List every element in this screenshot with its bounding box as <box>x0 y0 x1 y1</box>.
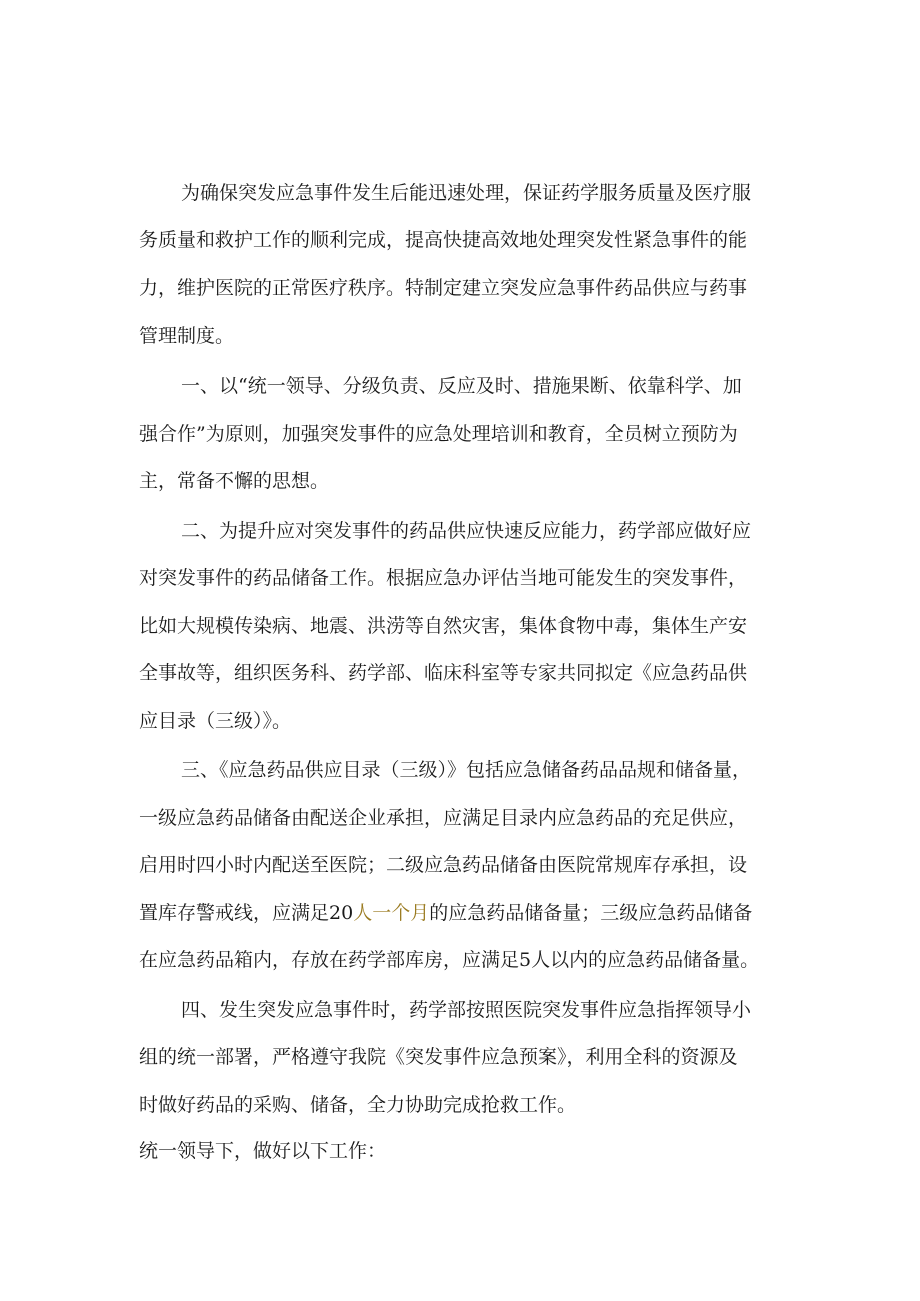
paragraph-intro-line-1: 为确保突发应急事件发生后能迅速处理，保证药学服务质量及医疗服 <box>181 182 752 204</box>
paragraph-item-1-line-2: 强合作”为原则，加强突发事件的应急处理培训和教育，全员树立预防为 <box>139 423 738 445</box>
highlighted-text: 人一个月 <box>353 902 430 924</box>
paragraph-item-4-line-1: 四、发生突发应急事件时，药学部按照医院突发事件应急指挥领导小 <box>181 999 752 1021</box>
line-4-text-after: 的应急药品储备量；三级应急药品储备 <box>429 902 753 924</box>
paragraph-item-4-line-3: 时做好药品的采购、储备，全力协助完成抢救工作。 <box>139 1094 577 1116</box>
paragraph-item-2-line-4: 全事故等，组织医务科、药学部、临床科室等专家共同拟定《应急药品供 <box>139 662 748 684</box>
paragraph-item-2-line-2: 对突发事件的药品储备工作。根据应急办评估当地可能发生的突发事件， <box>139 567 748 589</box>
paragraph-item-4-line-2: 组的统一部署，严格遵守我院《突发事件应急预案》，利用全科的资源及 <box>139 1046 738 1068</box>
paragraph-intro-line-2: 务质量和救护工作的顺利完成，提高快捷高效地处理突发性紧急事件的能 <box>139 229 748 251</box>
paragraph-intro-line-3: 力，维护医院的正常医疗秩序。特制定建立突发应急事件药品供应与药事 <box>139 277 748 299</box>
paragraph-item-2-line-3: 比如大规模传染病、地震、洪涝等自然灾害，集体食物中毒，集体生产安 <box>139 615 748 637</box>
paragraph-item-1-line-3: 主，常备不懈的思想。 <box>139 470 330 492</box>
paragraph-item-3-line-2: 一级应急药品储备由配送企业承担，应满足目录内应急药品的充足供应， <box>139 807 748 829</box>
paragraph-intro-line-4: 管理制度。 <box>139 325 235 347</box>
paragraph-trailing-line-1: 统一领导下，做好以下工作： <box>139 1140 387 1162</box>
paragraph-item-3-line-4 <box>139 899 752 927</box>
paragraph-item-2-line-5: 应目录（三级）》。 <box>139 710 292 732</box>
paragraph-item-3-line-5: 在应急药品箱内，存放在药学部库房，应满足5人以内的应急药品储备量。 <box>139 949 760 971</box>
paragraph-item-2-line-1: 二、为提升应对突发事件的药品供应快速反应能力，药学部应做好应 <box>181 520 752 542</box>
paragraph-item-3-line-1: 三、《应急药品供应目录（三级）》包括应急储备药品品规和储备量， <box>181 759 752 781</box>
line-4-text-before: 置库存警戒线，应满足20 <box>139 902 354 924</box>
paragraph-item-3-line-3: 启用时四小时内配送至医院；二级应急药品储备由医院常规库存承担，设 <box>139 854 748 876</box>
paragraph-item-1-line-1: 一、以“统一领导、分级负责、反应及时、措施果断、依靠科学、加 <box>181 375 742 397</box>
